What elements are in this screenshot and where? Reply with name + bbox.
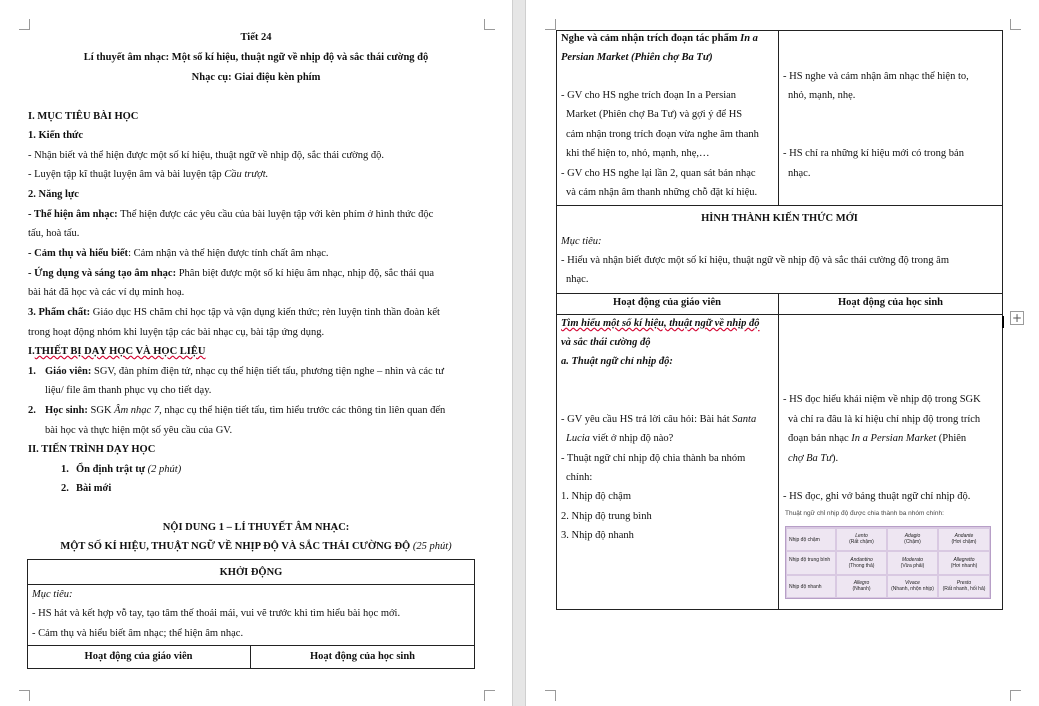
crop-mark <box>545 19 556 30</box>
section-heading: I. MỤC TIÊU BÀI HỌC <box>28 111 139 122</box>
list-item: bài học và thực hiện một số yêu cầu của GV. <box>45 425 233 436</box>
paragraph: - Thể hiện âm nhạc: Thể hiện được các yêu cầu của bài luyện tập với kèn phím ở hình thức độc <box>28 209 434 220</box>
table-border <box>27 584 475 585</box>
tempo-cell: Allegretto (Hơi nhanh) <box>939 552 989 574</box>
student-text: chợ Ba Tư). <box>788 453 839 464</box>
row-label: Nhịp độ trung bình <box>787 552 835 574</box>
table-border <box>556 293 1003 294</box>
tempo-terms-table <box>785 526 991 599</box>
column-header-student: Hoạt động của học sinh <box>309 651 416 662</box>
row-label: Nhịp độ nhanh <box>787 576 835 597</box>
column-header-teacher: Hoạt động của giáo viên <box>84 651 193 662</box>
section-heading: II. TIẾN TRÌNH DẠY HỌC <box>28 444 156 455</box>
content-heading: NỘI DUNG 1 – LÍ THUYẾT ÂM NHẠC: <box>162 522 350 533</box>
page-gutter <box>512 0 526 706</box>
student-text: - HS đọc hiểu khái niệm về nhịp độ trong SGK <box>783 394 981 405</box>
list-item: Ổn định trật tự (2 phút) <box>76 464 182 475</box>
text-cursor <box>1002 316 1004 328</box>
list-item: Giáo viên: SGV, đàn phím điện tử, nhạc cụ thể hiện tiết tấu, phương tiện nghe – nhìn và các tư <box>45 366 444 377</box>
tempo-cell: Allegro (Nhanh) <box>837 576 886 597</box>
table-border <box>778 30 779 205</box>
row-label: Nhịp độ chậm <box>787 529 835 550</box>
table-heading: HÌNH THÀNH KIẾN THỨC MỚI <box>701 213 858 224</box>
list-number: 2. <box>61 483 69 494</box>
student-text: nhạc. <box>788 168 811 179</box>
objective-item: nhạc. <box>566 274 589 285</box>
crop-mark <box>545 690 556 701</box>
student-text: nhỏ, mạnh, nhẹ. <box>788 90 856 101</box>
list-item: 3. Nhịp độ nhanh <box>561 530 634 541</box>
objective-item: - Hiểu và nhận biết được một số kí hiệu, thuật ngữ về nhịp độ và sắc thái cường độ trong âm <box>561 255 950 266</box>
list-number: 1. <box>61 464 69 475</box>
list-item: Học sinh: SGK Âm nhạc 7, nhạc cụ thể hiện tiết tấu, tìm hiểu trước các thông tin liên quan đến <box>45 405 446 416</box>
tempo-cell: Adagio (Chậm) <box>888 529 937 550</box>
crop-mark <box>1010 19 1021 30</box>
teacher-text: khi thể hiện to, nhỏ, mạnh, nhẹ,… <box>566 148 710 159</box>
teacher-text: - GV cho HS nghe trích đoạn In a Persian <box>561 90 737 101</box>
activity-subtitle: a. Thuật ngữ chỉ nhịp độ: <box>561 356 673 367</box>
paragraph: - Cảm thụ và hiểu biết: Cảm nhận và thể hiện được tính chất âm nhạc. <box>28 248 329 259</box>
tempo-cell: Andante (Hơi chậm) <box>939 529 989 550</box>
crop-mark <box>19 690 30 701</box>
activity-title: Nghe và cảm nhận trích đoạn tác phẩm In a <box>561 33 758 44</box>
objective-item: - HS hát và kết hợp vỗ tay, tạo tâm thế thoải mái, vui vẽ trước khi tìm hiểu bài học mới. <box>32 608 401 619</box>
crop-mark <box>484 19 495 30</box>
student-text: - HS nghe và cảm nhận âm nhạc thể hiện to, <box>783 71 969 82</box>
table-border <box>778 293 779 610</box>
teacher-text: cảm nhận trong trích đoạn vừa nghe âm thanh <box>566 129 759 140</box>
objective-label: Mục tiêu: <box>561 236 602 247</box>
subsection-heading: 1. Kiến thức <box>28 130 84 141</box>
crop-mark <box>1010 690 1021 701</box>
paragraph: - Ứng dụng và sáng tạo âm nhạc: Phân biệt được một số kí hiệu âm nhạc, nhịp độ, sắc thái qua <box>28 268 435 279</box>
table-border <box>556 314 1003 315</box>
crop-mark <box>19 19 30 30</box>
list-number: 1. <box>28 366 36 377</box>
table-border <box>27 645 475 646</box>
activity-title: và sắc thái cường độ <box>561 337 651 348</box>
column-header-teacher: Hoạt động của giáo viên <box>613 297 721 308</box>
paragraph: 3. Phẩm chất: Giáo dục HS chăm chỉ học tập và vận dụng kiến thức; rèn luyện tinh thần đoàn kết <box>28 307 440 318</box>
teacher-text: Market (Phiên chợ Ba Tư) và gợi ý để HS <box>566 109 743 120</box>
lesson-number: Tiết 24 <box>240 32 272 43</box>
crop-mark <box>484 690 495 701</box>
tempo-cell: Vivace (Nhanh, nhộn nhịp) <box>888 576 937 597</box>
document-page-left <box>0 0 512 706</box>
activity-title: Tìm hiểu một số kí hiệu, thuật ngữ về nhịp độ <box>561 318 760 329</box>
add-row-button[interactable]: + <box>1011 311 1023 325</box>
list-item: Bài mới <box>76 483 112 494</box>
objective-label: Mục tiêu: <box>32 589 73 600</box>
objective-item: - Cảm thụ và hiểu biết âm nhạc; thể hiện âm nhạc. <box>32 628 244 639</box>
tempo-table-caption: Thuật ngữ chỉ nhịp độ được chia thành ba nhóm chính: <box>785 510 944 517</box>
paragraph: bài hát đã học và các ví dụ minh hoạ. <box>28 287 185 298</box>
lesson-title: Lí thuyết âm nhạc: Một số kí hiệu, thuật ngữ về nhịp độ và sắc thái cường độ <box>83 52 429 63</box>
tempo-cell: Moderato (Vừa phải) <box>888 552 937 574</box>
tempo-cell: Lento (Rất chậm) <box>837 529 886 550</box>
list-number: 2. <box>28 405 36 416</box>
content-heading: MỘT SỐ KÍ HIỆU, THUẬT NGỮ VỀ NHỊP ĐỘ VÀ SẮC THÁI CƯỜNG ĐỘ (25 phút) <box>60 541 452 552</box>
table-border <box>556 205 1003 206</box>
table-heading: KHỞI ĐỘNG <box>219 567 283 578</box>
section-heading: I.THIẾT BỊ DẠY HỌC VÀ HỌC LIỆU <box>28 346 206 357</box>
teacher-text: chính: <box>566 472 593 483</box>
teacher-text: - GV cho HS nghe lại lần 2, quan sát bản nhạc <box>561 168 756 179</box>
paragraph: tấu, hoà tấu. <box>28 228 80 239</box>
tempo-cell: Presto (Rất nhanh, hối hả) <box>939 576 989 597</box>
paragraph: trong hoạt động nhóm khi luyện tập các bài nhạc cụ, bài tập ứng dụng. <box>28 327 325 338</box>
activity-title: Persian Market (Phiên chợ Ba Tư) <box>561 52 713 63</box>
list-item: liệu/ file âm thanh phục vụ cho tiết dạy. <box>45 385 212 396</box>
student-text: đoạn bản nhạc In a Persian Market (Phiên <box>788 433 967 444</box>
student-text: - HS chỉ ra những kí hiệu mới có trong bản <box>783 148 964 159</box>
lesson-subtitle: Nhạc cụ: Giai điệu kèn phím <box>191 72 321 83</box>
teacher-text: và cảm nhận âm thanh những chỗ đặt kí hiệu. <box>566 187 758 198</box>
teacher-text: - GV yêu cầu HS trả lời câu hỏi: Bài hát Santa <box>561 414 757 425</box>
column-header-student: Hoạt động của học sinh <box>837 297 944 308</box>
teacher-text: Lucia viết ở nhịp độ nào? <box>566 433 674 444</box>
tempo-cell: Andantino (Thong thả) <box>837 552 886 574</box>
list-item: 1. Nhịp độ chậm <box>561 491 631 502</box>
teacher-text: - Thuật ngữ chỉ nhịp độ chia thành ba nhóm <box>561 453 746 464</box>
subsection-heading: 2. Năng lực <box>28 189 79 200</box>
student-text: - HS đọc, ghi vở bảng thuật ngữ chỉ nhịp độ. <box>783 491 971 502</box>
list-item: 2. Nhịp độ trung bình <box>561 511 652 522</box>
paragraph: - Luyện tập kĩ thuật luyện âm và bài luyện tập Cầu trượt. <box>28 169 269 180</box>
paragraph: - Nhận biết và thể hiện được một số kí hiệu, thuật ngữ về nhịp độ, sắc thái cường độ. <box>28 150 384 161</box>
student-text: và chỉ ra đâu là kí hiệu chỉ nhịp độ trong trích <box>788 414 981 425</box>
